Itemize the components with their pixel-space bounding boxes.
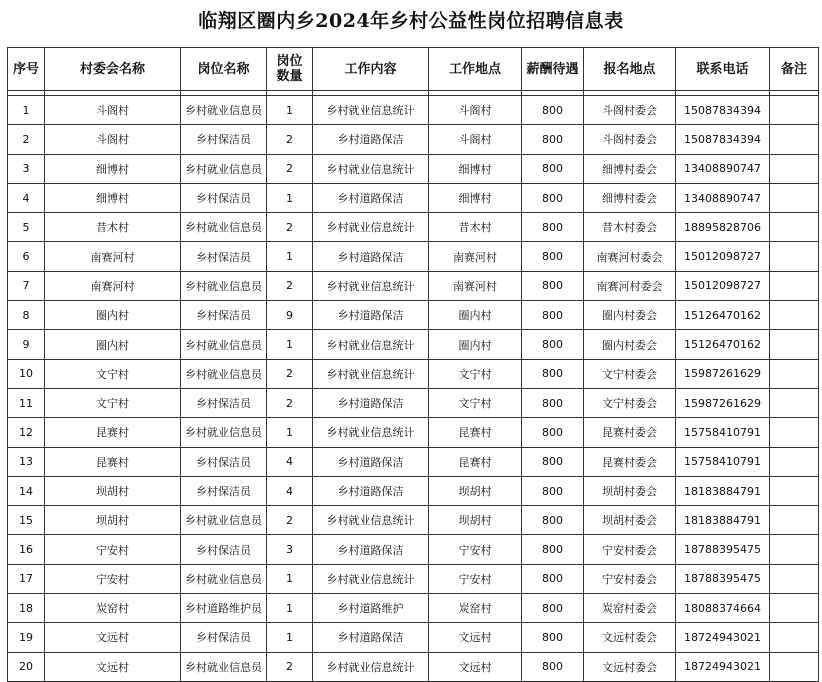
cell-salary: 800 bbox=[522, 301, 584, 330]
cell-position-count: 2 bbox=[267, 652, 313, 681]
table-row bbox=[8, 652, 819, 681]
cell-position-count: 4 bbox=[267, 476, 313, 505]
cell-work-content: 乡村道路保洁 bbox=[313, 535, 429, 564]
cell-position-count: 1 bbox=[267, 330, 313, 359]
cell-position-count: 1 bbox=[267, 564, 313, 593]
cell-index: 6 bbox=[8, 242, 45, 271]
header-position-count: 岗位 数量 bbox=[267, 48, 313, 91]
cell-remarks bbox=[770, 476, 819, 505]
cell-registration-location: 南赛河村委会 bbox=[584, 242, 676, 271]
cell-index: 11 bbox=[8, 388, 45, 417]
cell-salary: 800 bbox=[522, 359, 584, 388]
cell-village-committee: 坝胡村 bbox=[45, 506, 181, 535]
header-index: 序号 bbox=[8, 48, 45, 91]
cell-position-name: 乡村保洁员 bbox=[181, 242, 267, 271]
table-row bbox=[8, 418, 819, 447]
cell-registration-location: 圈内村委会 bbox=[584, 301, 676, 330]
cell-salary: 800 bbox=[522, 623, 584, 652]
cell-work-content: 乡村道路保洁 bbox=[313, 447, 429, 476]
cell-remarks bbox=[770, 388, 819, 417]
cell-village-committee: 昔木村 bbox=[45, 213, 181, 242]
cell-position-name: 乡村就业信息员 bbox=[181, 154, 267, 183]
table-row bbox=[8, 125, 819, 154]
cell-index: 17 bbox=[8, 564, 45, 593]
table-body bbox=[8, 96, 819, 682]
cell-remarks bbox=[770, 418, 819, 447]
cell-work-location: 圈内村 bbox=[429, 301, 522, 330]
table-row bbox=[8, 330, 819, 359]
cell-remarks bbox=[770, 535, 819, 564]
cell-position-count: 2 bbox=[267, 359, 313, 388]
cell-salary: 800 bbox=[522, 506, 584, 535]
table-row bbox=[8, 271, 819, 300]
cell-salary: 800 bbox=[522, 271, 584, 300]
cell-position-count: 9 bbox=[267, 301, 313, 330]
cell-remarks bbox=[770, 447, 819, 476]
header-registration-location: 报名地点 bbox=[584, 48, 676, 91]
cell-work-location: 斗阁村 bbox=[429, 125, 522, 154]
cell-work-content: 乡村就业信息统计 bbox=[313, 154, 429, 183]
cell-village-committee: 文宁村 bbox=[45, 388, 181, 417]
table-row bbox=[8, 476, 819, 505]
cell-salary: 800 bbox=[522, 418, 584, 447]
cell-position-count: 2 bbox=[267, 271, 313, 300]
cell-contact-phone: 15758410791 bbox=[676, 418, 770, 447]
cell-contact-phone: 18895828706 bbox=[676, 213, 770, 242]
table-row bbox=[8, 564, 819, 593]
cell-village-committee: 文宁村 bbox=[45, 359, 181, 388]
cell-position-name: 乡村就业信息员 bbox=[181, 506, 267, 535]
cell-salary: 800 bbox=[522, 183, 584, 212]
cell-position-count: 1 bbox=[267, 183, 313, 212]
cell-salary: 800 bbox=[522, 447, 584, 476]
cell-position-name: 乡村就业信息员 bbox=[181, 359, 267, 388]
cell-village-committee: 文远村 bbox=[45, 652, 181, 681]
cell-registration-location: 昆赛村委会 bbox=[584, 418, 676, 447]
cell-village-committee: 斗阁村 bbox=[45, 96, 181, 125]
cell-salary: 800 bbox=[522, 213, 584, 242]
cell-contact-phone: 18088374664 bbox=[676, 594, 770, 623]
table-row bbox=[8, 242, 819, 271]
cell-work-location: 炭窑村 bbox=[429, 594, 522, 623]
cell-position-count: 1 bbox=[267, 623, 313, 652]
cell-work-content: 乡村就业信息统计 bbox=[313, 271, 429, 300]
cell-work-location: 宁安村 bbox=[429, 535, 522, 564]
table-row bbox=[8, 359, 819, 388]
cell-index: 7 bbox=[8, 271, 45, 300]
cell-position-name: 乡村就业信息员 bbox=[181, 330, 267, 359]
cell-position-name: 乡村就业信息员 bbox=[181, 213, 267, 242]
cell-index: 16 bbox=[8, 535, 45, 564]
cell-contact-phone: 15087834394 bbox=[676, 96, 770, 125]
cell-village-committee: 昆赛村 bbox=[45, 418, 181, 447]
cell-salary: 800 bbox=[522, 594, 584, 623]
cell-index: 18 bbox=[8, 594, 45, 623]
cell-village-committee: 南赛河村 bbox=[45, 242, 181, 271]
cell-position-name: 乡村保洁员 bbox=[181, 183, 267, 212]
cell-work-location: 文远村 bbox=[429, 623, 522, 652]
cell-work-content: 乡村道路保洁 bbox=[313, 623, 429, 652]
cell-village-committee: 斗阁村 bbox=[45, 125, 181, 154]
cell-work-location: 文远村 bbox=[429, 652, 522, 681]
cell-position-name: 乡村就业信息员 bbox=[181, 652, 267, 681]
header-contact-phone: 联系电话 bbox=[676, 48, 770, 91]
cell-contact-phone: 15087834394 bbox=[676, 125, 770, 154]
cell-index: 13 bbox=[8, 447, 45, 476]
cell-position-name: 乡村就业信息员 bbox=[181, 418, 267, 447]
cell-position-name: 乡村道路维护员 bbox=[181, 594, 267, 623]
table-row bbox=[8, 96, 819, 125]
cell-position-name: 乡村保洁员 bbox=[181, 125, 267, 154]
cell-position-count: 1 bbox=[267, 418, 313, 447]
cell-village-committee: 南赛河村 bbox=[45, 271, 181, 300]
cell-work-content: 乡村就业信息统计 bbox=[313, 96, 429, 125]
cell-village-committee: 坝胡村 bbox=[45, 476, 181, 505]
cell-contact-phone: 18724943021 bbox=[676, 652, 770, 681]
cell-registration-location: 南赛河村委会 bbox=[584, 271, 676, 300]
cell-work-location: 昔木村 bbox=[429, 213, 522, 242]
cell-work-location: 文宁村 bbox=[429, 388, 522, 417]
cell-position-count: 1 bbox=[267, 96, 313, 125]
cell-work-location: 宁安村 bbox=[429, 564, 522, 593]
header-salary: 薪酬待遇 bbox=[522, 48, 584, 91]
cell-contact-phone: 18788395475 bbox=[676, 564, 770, 593]
cell-work-content: 乡村道路保洁 bbox=[313, 242, 429, 271]
cell-contact-phone: 15126470162 bbox=[676, 330, 770, 359]
cell-work-location: 南赛河村 bbox=[429, 271, 522, 300]
header-work-content: 工作内容 bbox=[313, 48, 429, 91]
cell-registration-location: 圈内村委会 bbox=[584, 330, 676, 359]
cell-work-content: 乡村道路维护 bbox=[313, 594, 429, 623]
cell-contact-phone: 18724943021 bbox=[676, 623, 770, 652]
table-row bbox=[8, 301, 819, 330]
cell-registration-location: 坝胡村委会 bbox=[584, 506, 676, 535]
cell-remarks bbox=[770, 183, 819, 212]
cell-position-count: 1 bbox=[267, 594, 313, 623]
cell-salary: 800 bbox=[522, 154, 584, 183]
table-row bbox=[8, 213, 819, 242]
cell-contact-phone: 15012098727 bbox=[676, 242, 770, 271]
table-row bbox=[8, 506, 819, 535]
cell-contact-phone: 13408890747 bbox=[676, 154, 770, 183]
cell-index: 10 bbox=[8, 359, 45, 388]
cell-remarks bbox=[770, 154, 819, 183]
cell-index: 2 bbox=[8, 125, 45, 154]
cell-position-count: 3 bbox=[267, 535, 313, 564]
cell-registration-location: 细博村委会 bbox=[584, 154, 676, 183]
cell-registration-location: 文远村委会 bbox=[584, 652, 676, 681]
cell-remarks bbox=[770, 271, 819, 300]
cell-index: 1 bbox=[8, 96, 45, 125]
cell-work-location: 细博村 bbox=[429, 154, 522, 183]
cell-work-location: 细博村 bbox=[429, 183, 522, 212]
cell-position-name: 乡村保洁员 bbox=[181, 447, 267, 476]
cell-registration-location: 文宁村委会 bbox=[584, 359, 676, 388]
cell-registration-location: 炭窑村委会 bbox=[584, 594, 676, 623]
cell-position-count: 2 bbox=[267, 506, 313, 535]
cell-remarks bbox=[770, 96, 819, 125]
cell-index: 3 bbox=[8, 154, 45, 183]
cell-position-name: 乡村保洁员 bbox=[181, 301, 267, 330]
cell-work-location: 坝胡村 bbox=[429, 476, 522, 505]
cell-registration-location: 文宁村委会 bbox=[584, 388, 676, 417]
cell-work-content: 乡村就业信息统计 bbox=[313, 359, 429, 388]
cell-position-count: 2 bbox=[267, 154, 313, 183]
cell-remarks bbox=[770, 652, 819, 681]
cell-position-name: 乡村保洁员 bbox=[181, 535, 267, 564]
cell-work-content: 乡村道路保洁 bbox=[313, 125, 429, 154]
cell-work-content: 乡村道路保洁 bbox=[313, 301, 429, 330]
cell-contact-phone: 18788395475 bbox=[676, 535, 770, 564]
cell-index: 9 bbox=[8, 330, 45, 359]
cell-village-committee: 圈内村 bbox=[45, 330, 181, 359]
cell-registration-location: 文远村委会 bbox=[584, 623, 676, 652]
cell-registration-location: 宁安村委会 bbox=[584, 564, 676, 593]
cell-contact-phone: 18183884791 bbox=[676, 506, 770, 535]
cell-village-committee: 细博村 bbox=[45, 154, 181, 183]
cell-work-content: 乡村就业信息统计 bbox=[313, 652, 429, 681]
cell-salary: 800 bbox=[522, 535, 584, 564]
cell-work-location: 昆赛村 bbox=[429, 447, 522, 476]
table-row bbox=[8, 594, 819, 623]
cell-contact-phone: 15987261629 bbox=[676, 388, 770, 417]
cell-position-name: 乡村就业信息员 bbox=[181, 271, 267, 300]
cell-registration-location: 细博村委会 bbox=[584, 183, 676, 212]
table-row bbox=[8, 388, 819, 417]
cell-salary: 800 bbox=[522, 125, 584, 154]
cell-salary: 800 bbox=[522, 564, 584, 593]
cell-village-committee: 文远村 bbox=[45, 623, 181, 652]
cell-position-name: 乡村保洁员 bbox=[181, 388, 267, 417]
cell-position-name: 乡村保洁员 bbox=[181, 623, 267, 652]
cell-work-content: 乡村就业信息统计 bbox=[313, 564, 429, 593]
cell-village-committee: 细博村 bbox=[45, 183, 181, 212]
cell-work-content: 乡村道路保洁 bbox=[313, 476, 429, 505]
cell-work-location: 坝胡村 bbox=[429, 506, 522, 535]
table-row bbox=[8, 623, 819, 652]
cell-contact-phone: 15758410791 bbox=[676, 447, 770, 476]
cell-remarks bbox=[770, 330, 819, 359]
cell-remarks bbox=[770, 564, 819, 593]
cell-position-count: 2 bbox=[267, 213, 313, 242]
cell-position-name: 乡村保洁员 bbox=[181, 476, 267, 505]
cell-registration-location: 斗阁村委会 bbox=[584, 96, 676, 125]
cell-salary: 800 bbox=[522, 330, 584, 359]
page-title: 临翔区圈内乡2024年乡村公益性岗位招聘信息表 bbox=[198, 10, 624, 32]
cell-contact-phone: 18183884791 bbox=[676, 476, 770, 505]
cell-work-content: 乡村就业信息统计 bbox=[313, 418, 429, 447]
cell-remarks bbox=[770, 213, 819, 242]
table-row bbox=[8, 183, 819, 212]
cell-position-count: 4 bbox=[267, 447, 313, 476]
cell-village-committee: 炭窑村 bbox=[45, 594, 181, 623]
cell-remarks bbox=[770, 594, 819, 623]
cell-work-content: 乡村道路保洁 bbox=[313, 183, 429, 212]
cell-salary: 800 bbox=[522, 96, 584, 125]
cell-position-count: 1 bbox=[267, 242, 313, 271]
cell-position-name: 乡村就业信息员 bbox=[181, 96, 267, 125]
cell-remarks bbox=[770, 623, 819, 652]
cell-registration-location: 斗阁村委会 bbox=[584, 125, 676, 154]
cell-work-content: 乡村就业信息统计 bbox=[313, 330, 429, 359]
cell-index: 15 bbox=[8, 506, 45, 535]
cell-remarks bbox=[770, 125, 819, 154]
header-remarks: 备注 bbox=[770, 48, 819, 91]
cell-work-location: 南赛河村 bbox=[429, 242, 522, 271]
cell-contact-phone: 13408890747 bbox=[676, 183, 770, 212]
cell-work-location: 斗阁村 bbox=[429, 96, 522, 125]
cell-index: 4 bbox=[8, 183, 45, 212]
cell-contact-phone: 15987261629 bbox=[676, 359, 770, 388]
table-row bbox=[8, 535, 819, 564]
cell-index: 20 bbox=[8, 652, 45, 681]
cell-village-committee: 宁安村 bbox=[45, 564, 181, 593]
cell-position-name: 乡村就业信息员 bbox=[181, 564, 267, 593]
cell-registration-location: 昆赛村委会 bbox=[584, 447, 676, 476]
cell-work-content: 乡村就业信息统计 bbox=[313, 213, 429, 242]
cell-salary: 800 bbox=[522, 652, 584, 681]
cell-index: 8 bbox=[8, 301, 45, 330]
cell-remarks bbox=[770, 301, 819, 330]
cell-contact-phone: 15126470162 bbox=[676, 301, 770, 330]
cell-registration-location: 宁安村委会 bbox=[584, 535, 676, 564]
cell-remarks bbox=[770, 242, 819, 271]
cell-salary: 800 bbox=[522, 476, 584, 505]
header-village-committee: 村委会名称 bbox=[45, 48, 181, 91]
cell-village-committee: 昆赛村 bbox=[45, 447, 181, 476]
cell-position-count: 2 bbox=[267, 388, 313, 417]
cell-index: 14 bbox=[8, 476, 45, 505]
cell-registration-location: 坝胡村委会 bbox=[584, 476, 676, 505]
cell-remarks bbox=[770, 359, 819, 388]
cell-salary: 800 bbox=[522, 242, 584, 271]
cell-salary: 800 bbox=[522, 388, 584, 417]
cell-village-committee: 圈内村 bbox=[45, 301, 181, 330]
table-header-row bbox=[8, 48, 819, 91]
cell-index: 12 bbox=[8, 418, 45, 447]
cell-position-count: 2 bbox=[267, 125, 313, 154]
cell-work-content: 乡村道路保洁 bbox=[313, 388, 429, 417]
cell-index: 5 bbox=[8, 213, 45, 242]
cell-work-location: 文宁村 bbox=[429, 359, 522, 388]
cell-work-location: 圈内村 bbox=[429, 330, 522, 359]
cell-village-committee: 宁安村 bbox=[45, 535, 181, 564]
recruitment-table bbox=[7, 47, 819, 682]
table-row bbox=[8, 447, 819, 476]
cell-registration-location: 昔木村委会 bbox=[584, 213, 676, 242]
table-row bbox=[8, 154, 819, 183]
cell-index: 19 bbox=[8, 623, 45, 652]
cell-remarks bbox=[770, 506, 819, 535]
cell-contact-phone: 15012098727 bbox=[676, 271, 770, 300]
header-work-location: 工作地点 bbox=[429, 48, 522, 91]
cell-work-location: 昆赛村 bbox=[429, 418, 522, 447]
cell-work-content: 乡村就业信息统计 bbox=[313, 506, 429, 535]
header-position-name: 岗位名称 bbox=[181, 48, 267, 91]
